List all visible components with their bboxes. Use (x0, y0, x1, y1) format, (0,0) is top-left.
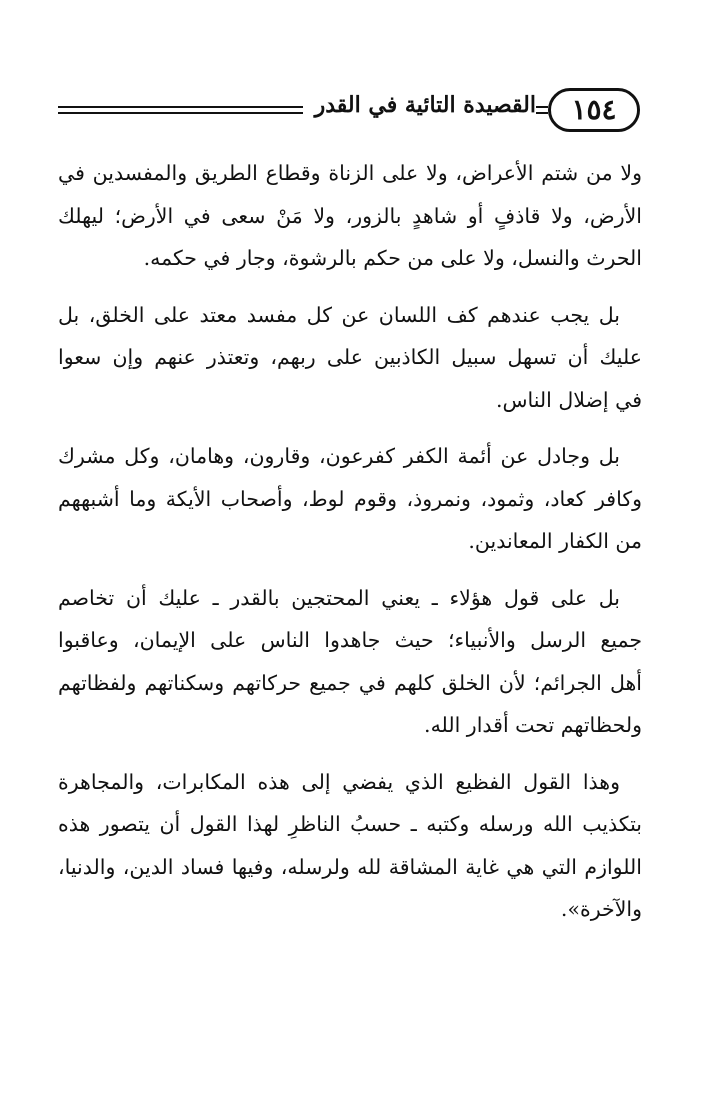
paragraph (58, 761, 642, 931)
paragraph (58, 152, 642, 280)
text-line: بل يجب عندهم كف اللسان عن كل مفسد معتد على الخلق، بل (58, 302, 620, 327)
text-line: والآخرة». (560, 897, 642, 921)
text-line: بتكذيب الله ورسله وكتبه ـ حسبُ الناظرِ لهذا القول أن يتصور هذه (58, 812, 642, 836)
text-line: وهذا القول الفظيع الذي يفضي إلى هذه المكابرات، والمجاهرة (58, 769, 620, 794)
body-text (58, 152, 642, 945)
text-line: من الكفار المعاندين. (468, 529, 642, 553)
text-line: بل على قول هؤلاء ـ يعني المحتجين بالقدر ـ عليك أن تخاصم (58, 585, 620, 610)
text-line: الحرث والنسل، ولا على من حكم بالرشوة، وجار في حكمه. (143, 246, 642, 270)
text-line: وكافر كعاد، وثمود، ونمروذ، وقوم لوط، وأصحاب الأيكة وما أشبههم (58, 486, 642, 511)
text-line: في إضلال الناس. (495, 387, 642, 412)
text-line: بل وجادل عن أئمة الكفر كفرعون، وقارون، وهامان، وكل مشرك (58, 444, 620, 468)
paragraph (58, 435, 642, 563)
page-header (58, 88, 640, 136)
text-line: أهل الجرائم؛ لأن الخلق كلهم في جميع حركاتهم وسكناتهم ولفظاتهم (58, 670, 642, 695)
paragraph (58, 577, 642, 747)
paragraph (58, 294, 642, 422)
page-number: ١٥٤ (548, 88, 640, 132)
text-line: جميع الرسل والأنبياء؛ حيث جاهدوا الناس على الإيمان، وعاقبوا (58, 628, 642, 652)
text-line: عليك أن تسهل سبيل الكاذبين على ربهم، وتعتذر عنهم وإن سعوا (58, 345, 642, 369)
text-line: الأرض، ولا قاذفٍ أو شاهدٍ بالزور، ولا مَنْ سعى في الأرض؛ ليهلك (58, 203, 642, 228)
running-title: القصيدة التائية في القدر (303, 92, 536, 118)
text-line: ولحظاتهم تحت أقدار الله. (424, 713, 642, 737)
text-line: اللوازم التي هي غاية المشاقة لله ولرسله، وفيها فساد الدين، والدنيا، (58, 854, 642, 879)
text-line: ولا من شتم الأعراض، ولا على الزناة وقطاع الطريق والمفسدين في (58, 161, 642, 185)
